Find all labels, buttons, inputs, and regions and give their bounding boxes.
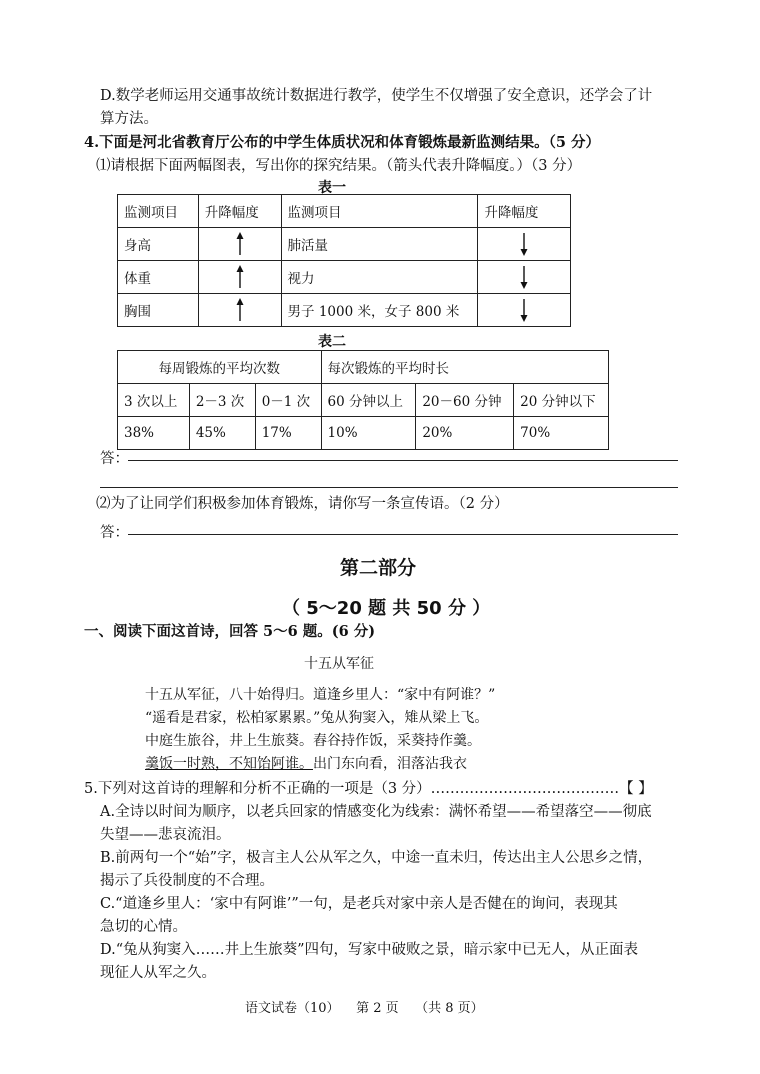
table1-item: 体重	[118, 261, 199, 294]
table1	[117, 194, 571, 327]
q5-option-c: C.“道逢乡里人：‘家中有阿谁’”一句，是老兵对家中亲人是否健在的询问，表现其	[100, 896, 618, 912]
table2-subheader: 0－1 次	[255, 384, 321, 417]
q5-option-d: D.“兔从狗窦入……井上生旅葵”四句，写家中破败之景，暗示家中已无人，从正面表	[100, 942, 639, 958]
poem-title: 十五从军征	[304, 656, 374, 672]
section1-title: 一、阅读下面这首诗，回答 5～6 题。(6 分)	[84, 623, 376, 640]
table2-subheader: 20 分钟以下	[514, 384, 609, 417]
table2-group-header: 每次锻炼的平均时长	[321, 351, 608, 384]
table1-item: 视力	[281, 261, 478, 294]
table2-subheader: 3 次以上	[118, 384, 190, 417]
q5-option-c-cont: 急切的心情。	[100, 919, 187, 935]
table2-value-row	[118, 417, 609, 450]
table2-subheader: 60 分钟以上	[321, 384, 416, 417]
table2-value: 17%	[255, 417, 321, 450]
up-arrow-icon	[198, 294, 281, 327]
q5-option-a-cont: 失望——悲哀流泪。	[100, 827, 231, 843]
answer-label: 答：	[100, 451, 129, 467]
q5-stem: 5.下列对这首诗的理解和分析不正确的一项是（3 分）…………………………………【 】	[84, 781, 653, 797]
poem-line: 中庭生旅谷，井上生旅葵。舂谷持作饭，采葵持作羹。	[145, 733, 481, 749]
q4-title: 4.下面是河北省教育厅公布的中学生体质状况和体育锻炼最新监测结果。（5 分）	[84, 134, 601, 151]
up-arrow-icon	[198, 228, 281, 261]
q5-option-b: B.前两句一个“始”字，极言主人公从军之久，中途一直未归，传达出主人公思乡之情，	[100, 850, 653, 866]
table2-value: 38%	[118, 417, 190, 450]
table1-header: 监测项目	[281, 195, 478, 228]
table1-item: 男子 1000 米，女子 800 米	[281, 294, 478, 327]
part2-title: 第二部分	[340, 557, 417, 579]
q4-sub1: ⑴请根据下面两幅图表，写出你的探究结果。（箭头代表升降幅度。）（3 分）	[96, 158, 582, 174]
poem-line: 十五从军征，八十始得归。道逢乡里人：“家中有阿谁？”	[145, 687, 496, 703]
table2-value: 20%	[416, 417, 514, 450]
answer-line[interactable]	[100, 487, 678, 488]
table1-caption: 表一	[318, 180, 346, 196]
option-d-line2: 算方法。	[100, 111, 158, 127]
table2	[117, 350, 609, 450]
poem-line: “遥看是君家，松柏冢累累。”兔从狗窦入，雉从梁上飞。	[145, 710, 489, 726]
q5-option-b-cont: 揭示了兵役制度的不合理。	[100, 873, 274, 889]
part2-subtitle: （ 5～20 题 共 50 分 ）	[282, 598, 491, 619]
answer-label: 答：	[100, 525, 129, 541]
q4-sub2: ⑵为了让同学们积极参加体育锻炼，请你写一条宣传语。（2 分）	[96, 496, 509, 512]
table2-group-row	[118, 351, 609, 384]
table2-value: 10%	[321, 417, 416, 450]
table1-item: 胸围	[118, 294, 199, 327]
up-arrow-icon	[198, 261, 281, 294]
poem-underlined-text: 羹饭一时熟，不知饴阿谁。	[145, 756, 313, 772]
table1-header: 监测项目	[118, 195, 199, 228]
table1-item: 身高	[118, 228, 199, 261]
page-footer: 语文试卷（10） 第 2 页 （共 8 页）	[245, 1001, 484, 1016]
q5-option-a: A.全诗以时间为顺序，以老兵回家的情感变化为线索：满怀希望——希望落空——彻底	[100, 804, 652, 820]
down-arrow-icon	[478, 228, 571, 261]
table1-item: 肺活量	[281, 228, 478, 261]
table1-row	[118, 294, 571, 327]
table2-caption: 表二	[318, 334, 346, 350]
answer-line[interactable]	[128, 460, 678, 461]
table2-value: 70%	[514, 417, 609, 450]
poem-text: 出门东向看，泪落沾我衣	[313, 756, 467, 772]
table2-subheader: 20－60 分钟	[416, 384, 514, 417]
table2-value: 45%	[189, 417, 255, 450]
table1-header: 升降幅度	[198, 195, 281, 228]
table2-subheader-row	[118, 384, 609, 417]
option-d-line1: D.数学老师运用交通事故统计数据进行教学，使学生不仅增强了安全意识，还学会了计	[100, 88, 653, 104]
table2-group-header: 每周锻炼的平均次数	[118, 351, 322, 384]
table1-row	[118, 228, 571, 261]
table2-subheader: 2－3 次	[189, 384, 255, 417]
table1-header-row	[118, 195, 571, 228]
down-arrow-icon	[478, 294, 571, 327]
answer-line[interactable]	[128, 534, 678, 535]
table1-header: 升降幅度	[478, 195, 571, 228]
q5-option-d-cont: 现征人从军之久。	[100, 965, 216, 981]
poem-line	[145, 753, 467, 773]
down-arrow-icon	[478, 261, 571, 294]
table1-row	[118, 261, 571, 294]
